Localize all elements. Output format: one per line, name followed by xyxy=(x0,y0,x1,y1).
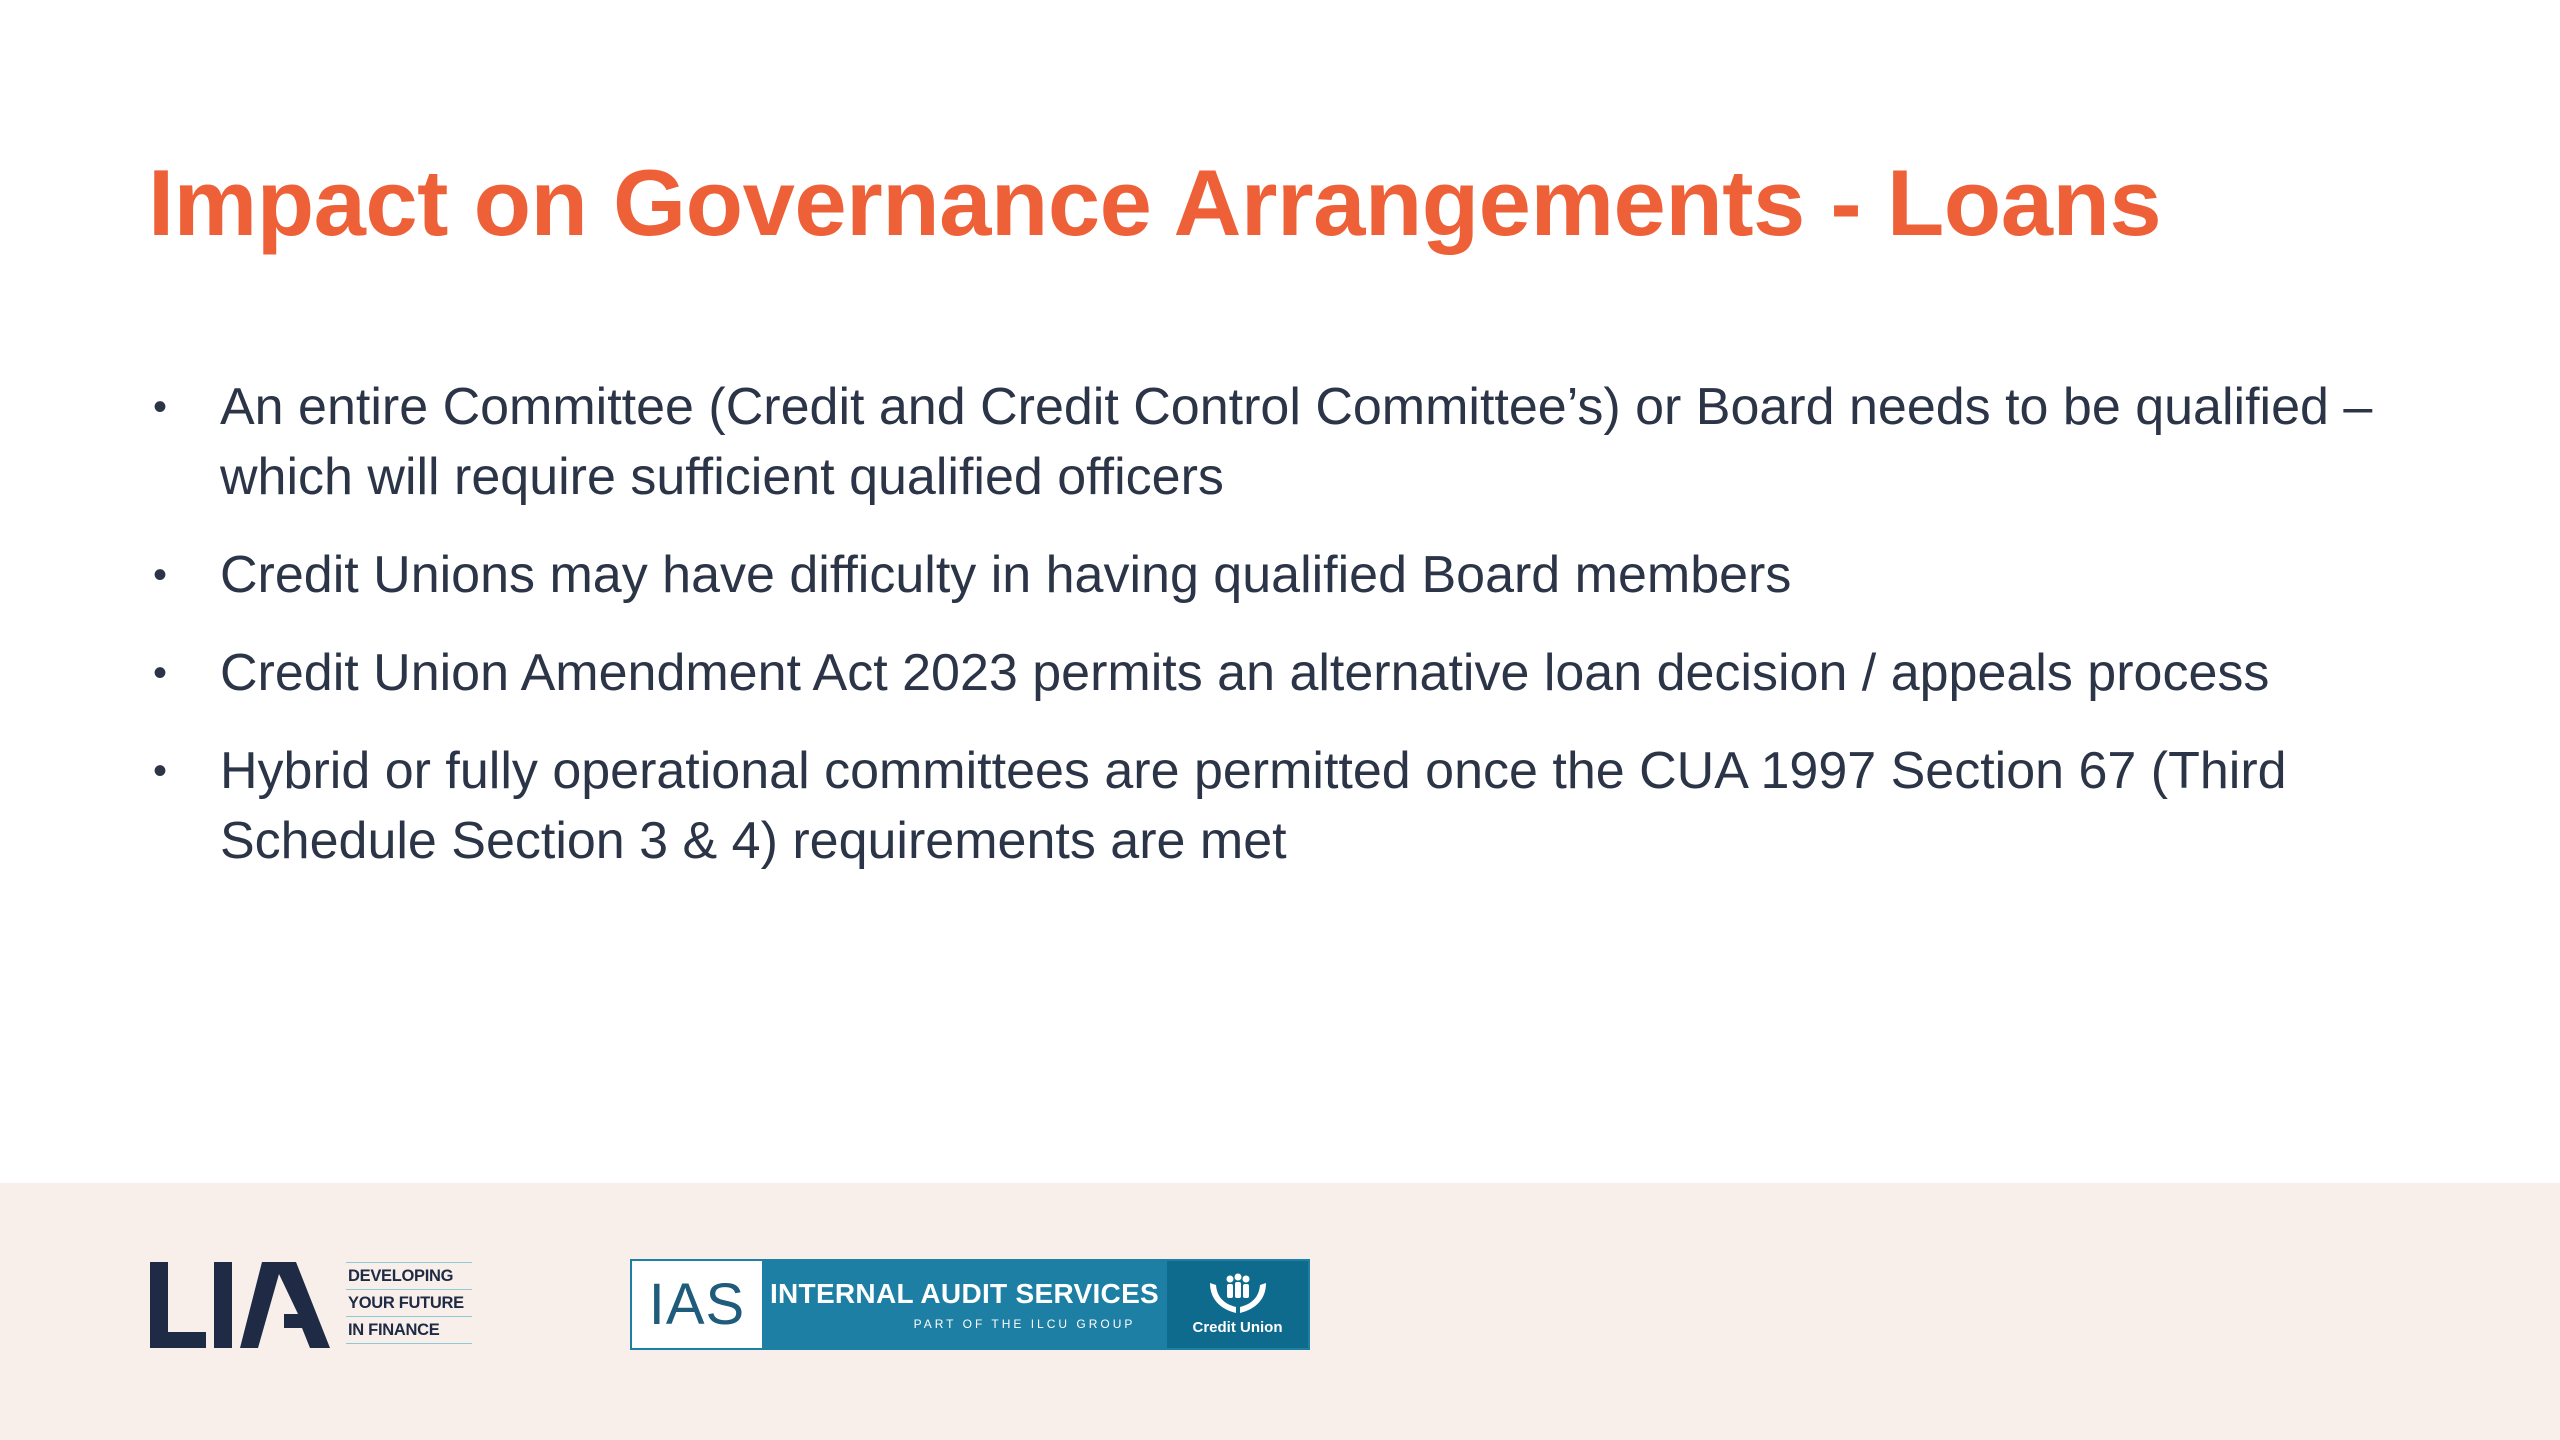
bullet-item xyxy=(148,540,2448,610)
bullet-item xyxy=(148,372,2448,512)
ias-abbreviation: IAS xyxy=(632,1261,762,1348)
bullet-item xyxy=(148,638,2448,708)
credit-union-label: Credit Union xyxy=(1192,1318,1283,1336)
credit-union-block xyxy=(1167,1261,1308,1348)
bullet-marker: • xyxy=(152,749,167,793)
bullet-marker: • xyxy=(152,651,167,695)
slide-title: Impact on Governance Arrangements - Loans xyxy=(148,150,2162,255)
ias-logo xyxy=(630,1259,1310,1350)
lia-tagline-line: DEVELOPING xyxy=(346,1262,472,1289)
lia-tagline-line: YOUR FUTURE xyxy=(346,1289,472,1316)
lia-letter-i xyxy=(214,1262,232,1348)
bullet-text: An entire Committee (Credit and Credit Control Committee’s) or Board needs to be qualified – which will require sufficient qualified officers xyxy=(220,378,2373,506)
ias-name-block xyxy=(762,1261,1167,1348)
bullet-text: Credit Unions may have difficulty in having qualified Board members xyxy=(220,546,1792,604)
lia-wordmark xyxy=(150,1262,330,1348)
bullet-text: Hybrid or fully operational committees are permitted once the CUA 1997 Section 67 (Third Schedule Section 3 & 4) requirements are met xyxy=(220,742,2287,870)
lia-tagline-line: IN FINANCE xyxy=(346,1316,472,1344)
bullet-marker: • xyxy=(152,385,167,429)
lia-tagline xyxy=(346,1262,472,1348)
bullet-item xyxy=(148,736,2448,876)
lia-logo xyxy=(150,1262,470,1352)
bullet-text: Credit Union Amendment Act 2023 permits an alternative loan decision / appeals process xyxy=(220,644,2270,702)
hands-people-icon xyxy=(1206,1273,1270,1319)
ias-name: INTERNAL AUDIT SERVICES xyxy=(769,1277,1160,1309)
lia-letter-l xyxy=(150,1262,206,1348)
lia-letter-a xyxy=(240,1262,330,1348)
ias-subtitle: PART OF THE ILCU GROUP xyxy=(913,1316,1136,1331)
bullet-list xyxy=(148,372,2448,904)
bullet-marker: • xyxy=(152,553,167,597)
